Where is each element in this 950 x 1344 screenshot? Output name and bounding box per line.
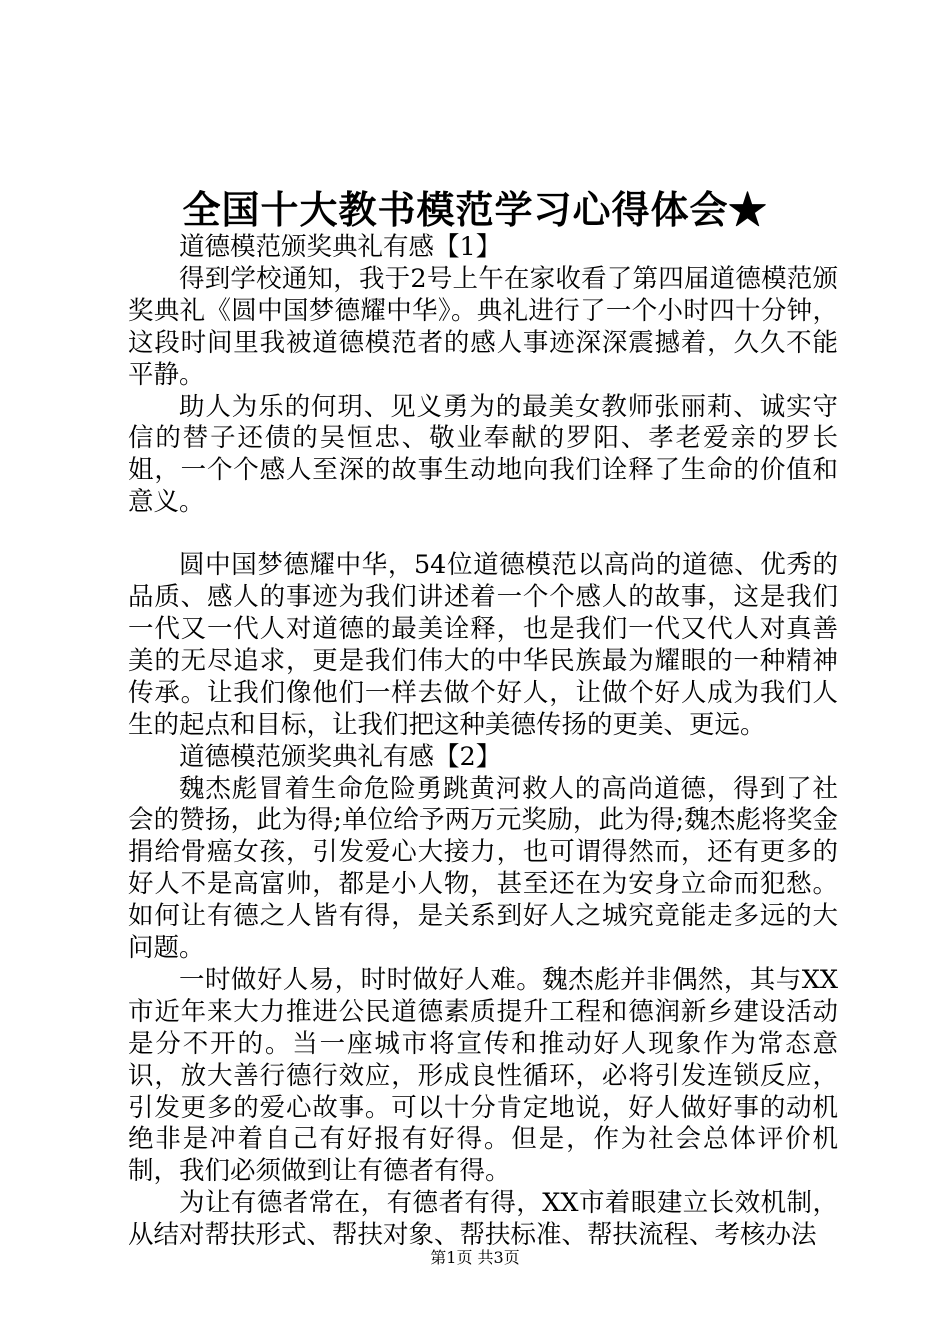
page-footer: 第1页 共3页 — [430, 1248, 520, 1267]
section-heading-2: 道德模范颁奖典礼有感【2】 — [179, 741, 502, 772]
document-body — [128, 232, 838, 1252]
body-paragraph: 圆中国梦德耀中华，54位道德模范以高尚的道德、优秀的品质、感人的事迹为我们讲述着一个个感人的故事，这是我们一代又一代人对道德的最美诠释，也是我们一代又代人对真善美的无尽追求，更是我们伟大的中华民族最为耀眼的一种精神传承。让我们像他们一样去做个好人，让做个好人成为我们人生的起点和目标，让我们把这种美德传扬的更美、更远。 — [128, 550, 838, 740]
section-heading-1: 道德模范颁奖典礼有感【1】 — [179, 232, 502, 262]
document-title: 全国十大教书模范学习心得体会★ — [182, 187, 768, 232]
body-paragraph: 得到学校通知，我于2号上午在家收看了第四届道德模范颁奖典礼《圆中国梦德耀中华》。典礼进行了一个小时四十分钟，这段时间里我被道德模范者的感人事迹深深震撼着，久久不能平静。 — [128, 263, 838, 390]
body-paragraph: 为让有德者常在，有德者有得，XX市着眼建立长效机制，从结对帮扶形式、帮扶对象、帮扶标准、帮扶流程、考核办法 — [128, 1188, 838, 1251]
body-paragraph: 一时做好人易，时时做好人难。魏杰彪并非偶然，其与XX市近年来大力推进公民道德素质提升工程和德润新乡建设活动是分不开的。当一座城市将宣传和推动好人现象作为常态意识，放大善行德行效应，形成良性循环，必将引发连锁反应，引发更多的爱心故事。可以十分肯定地说，好人做好事的动机绝非是冲着自己有好报有好得。但是，作为社会总体评价机制，我们必须做到让有德者有得。 — [128, 964, 838, 1187]
body-paragraph: 助人为乐的何玥、见义勇为的最美女教师张丽莉、诚实守信的替子还债的吴恒忠、敬业奉献的罗阳、孝老爱亲的罗长姐，一个个感人至深的故事生动地向我们诠释了生命的价值和意义。 — [128, 391, 838, 518]
body-paragraph: 魏杰彪冒着生命危险勇跳黄河救人的高尚道德，得到了社会的赞扬，此为得;单位给予两万元奖励，此为得;魏杰彪将奖金捐给骨癌女孩，引发爱心大接力，也可谓得然而，还有更多的好人不是高富帅，都是小人物，甚至还在为安身立命而犯愁。如何让有德之人皆有得，是关系到好人之城究竟能走多远的大问题。 — [128, 773, 838, 964]
